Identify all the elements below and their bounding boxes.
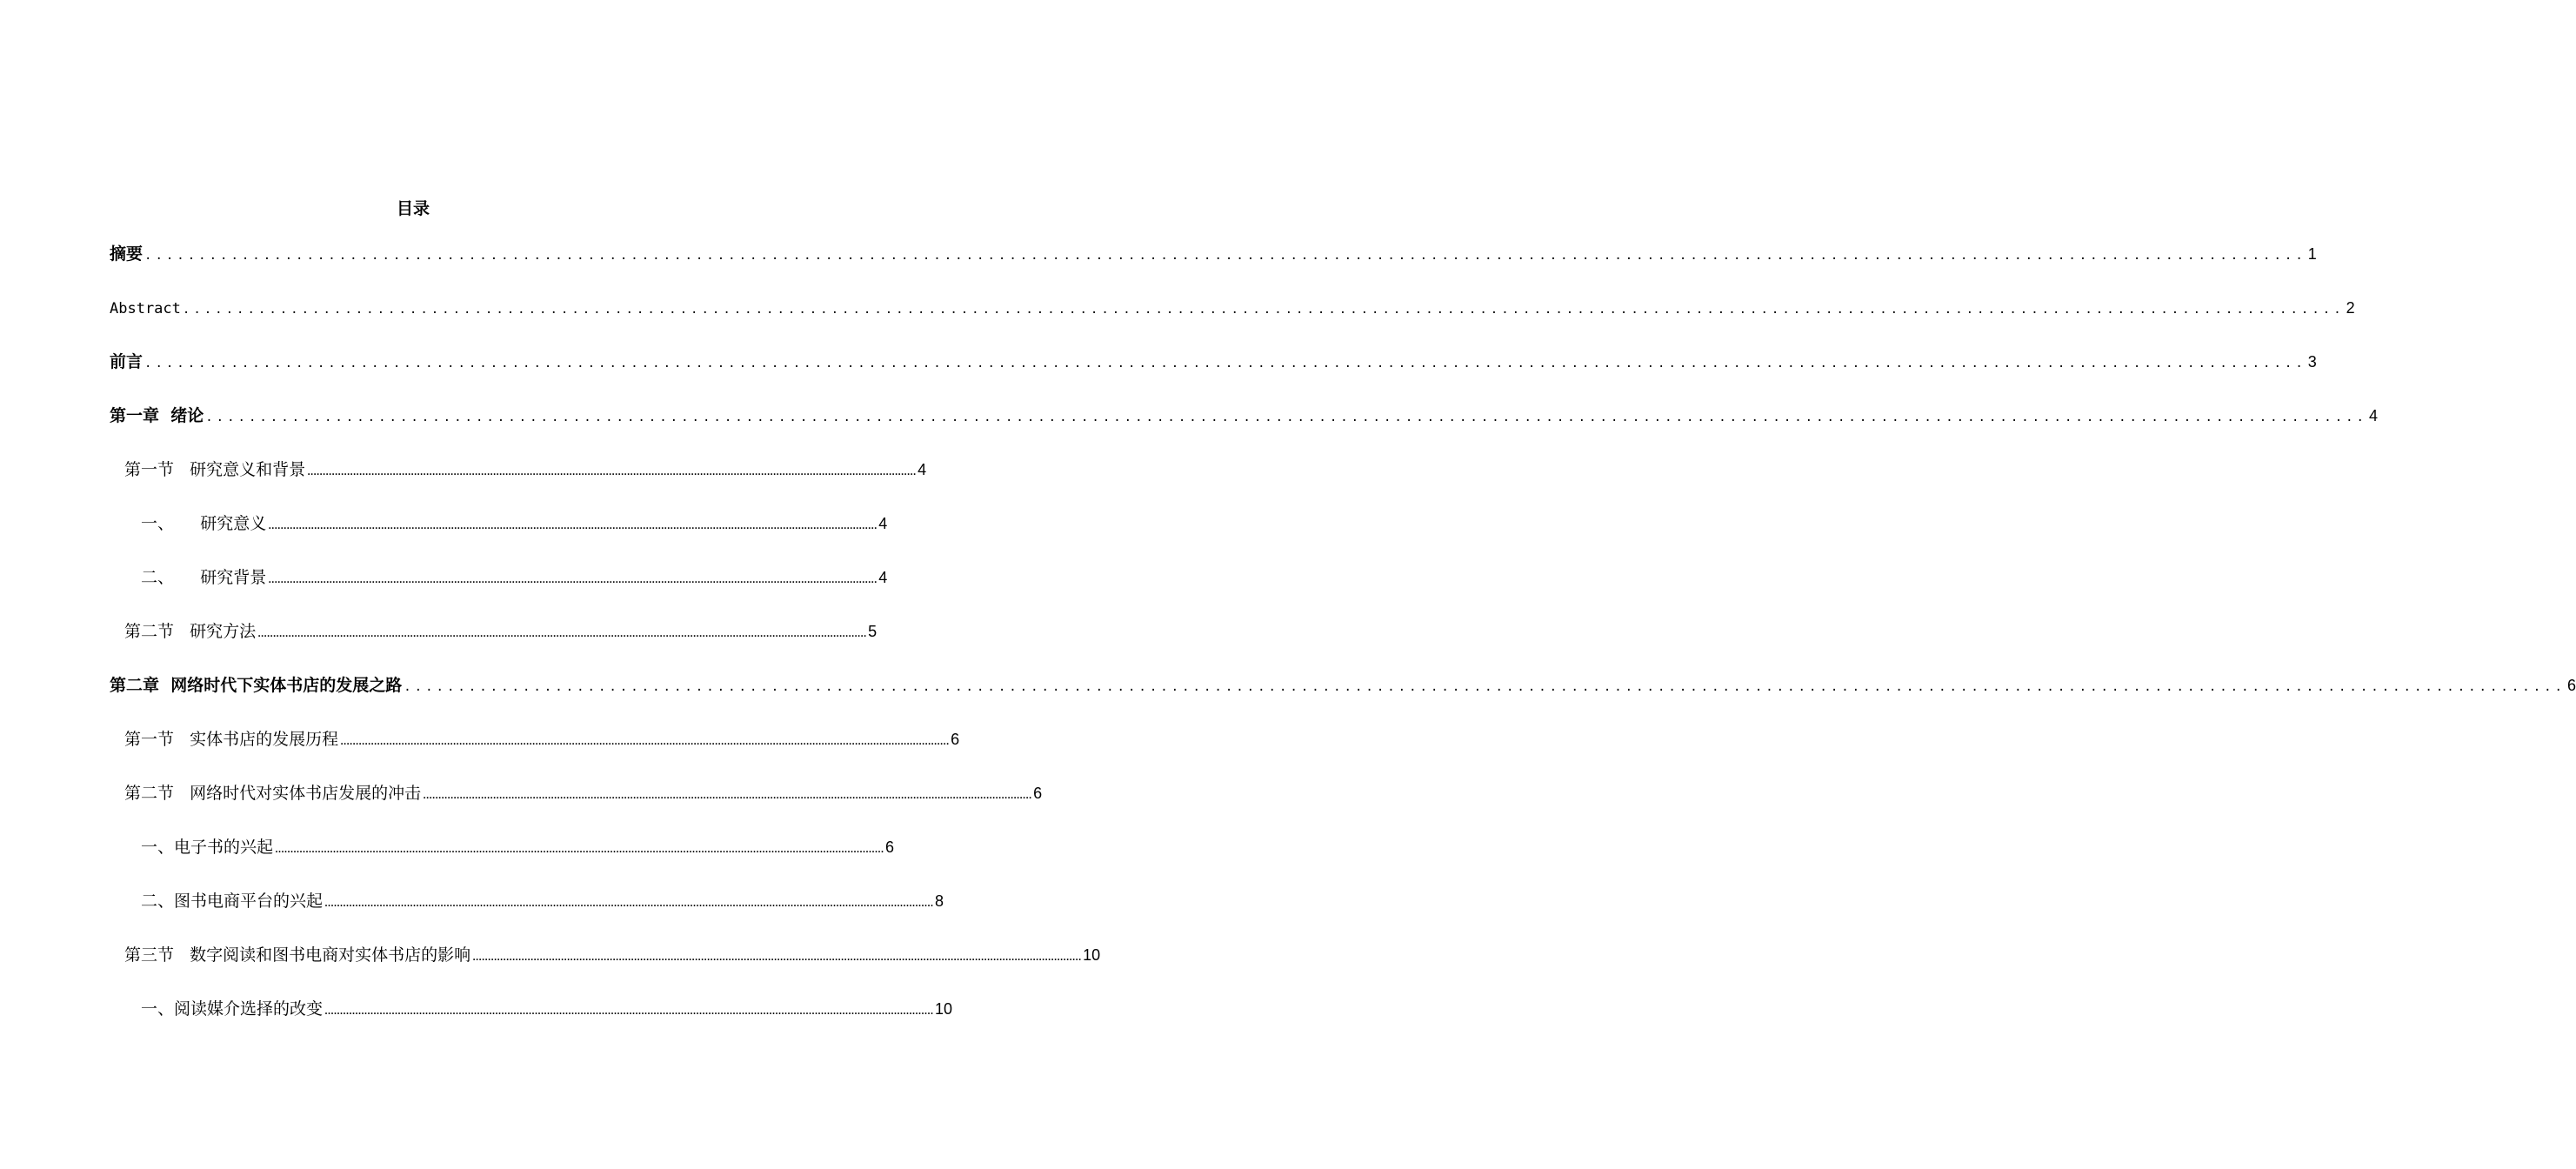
toc-entry[interactable]: [110, 458, 927, 511]
toc-entry-page-number: 10: [1083, 946, 1101, 964]
page-title: 目录: [396, 199, 430, 218]
toc-entry-label: 一、 研究意义: [141, 514, 267, 533]
toc-entry-label: 第一节 实体书店的发展历程: [124, 730, 339, 749]
toc-entry-page-number: 4: [878, 569, 888, 586]
toc-entry-label: 二、 研究背景: [141, 568, 267, 587]
toc-dot-leader: ........................................................................................................................................................................................................: [268, 571, 878, 586]
toc-entry-page-number: 4: [918, 461, 927, 478]
toc-dot-leader: ........................................................................................................................................................................................................: [423, 787, 1032, 802]
toc-entry-page-number: 6: [2566, 677, 2576, 694]
toc-entry[interactable]: [110, 565, 888, 619]
toc-entry-page-number: 6: [951, 731, 960, 748]
toc-entry[interactable]: [110, 889, 944, 943]
toc-entry-label: 一、电子书的兴起: [141, 838, 274, 857]
toc-entry[interactable]: [110, 242, 2317, 296]
toc-entry[interactable]: [110, 619, 878, 673]
toc-dot-leader: ........................................................................................................................................................................................................: [472, 949, 1082, 964]
toc-entry[interactable]: [110, 943, 1101, 997]
toc-entry-page-number: 10: [935, 1000, 953, 1018]
toc-entry-page-number: 2: [2346, 299, 2355, 317]
toc-entry-page-number: 5: [868, 623, 878, 640]
toc-entry-page-number: 1: [2307, 245, 2317, 263]
toc-dot-leader: ........................................................................................................................................................................................................: [340, 733, 950, 748]
toc-dot-leader: ........................................................................................................................................................................................................: [324, 1003, 934, 1018]
toc-entry-page-number: 3: [2307, 353, 2317, 371]
toc-entry-label: 前言: [110, 352, 143, 371]
toc-entry-label: 摘要: [110, 244, 143, 264]
toc-entry[interactable]: [110, 781, 1043, 835]
toc-entry[interactable]: [110, 350, 2317, 404]
toc-dot-leader: ........................................................................................................................................................................................................: [275, 841, 884, 856]
toc-entry[interactable]: [110, 296, 2355, 350]
toc-entry-page-number: 6: [885, 838, 895, 856]
toc-entry-label: Abstract: [110, 300, 181, 317]
table-of-contents: [110, 242, 2576, 1051]
toc-entry-label: 第一章 绪论: [110, 406, 204, 425]
toc-entry-page-number: 4: [878, 515, 888, 532]
toc-entry[interactable]: [110, 997, 953, 1051]
toc-dot-leader: ........................................................................................................................................................................................................: [144, 357, 2306, 371]
toc-entry-label: 一、阅读媒介选择的改变: [141, 999, 324, 1019]
toc-entry[interactable]: [110, 511, 888, 565]
toc-entry[interactable]: [110, 404, 2378, 458]
toc-dot-leader: ........................................................................................................................................................................................................: [307, 464, 917, 478]
toc-entry[interactable]: [110, 727, 960, 781]
toc-entry-label: 二、图书电商平台的兴起: [141, 892, 324, 911]
toc-entry-label: 第二节 研究方法: [124, 622, 257, 641]
toc-dot-leader: ........................................................................................................................................................................................................: [404, 680, 2566, 694]
toc-entry[interactable]: [110, 673, 2576, 727]
toc-dot-leader: ........................................................................................................................................................................................................: [205, 411, 2367, 424]
toc-entry-page-number: 8: [935, 892, 944, 910]
toc-dot-leader: ........................................................................................................................................................................................................: [324, 895, 934, 910]
toc-dot-leader: ........................................................................................................................................................................................................: [182, 303, 2345, 317]
toc-entry-page-number: 6: [1033, 785, 1043, 802]
toc-entry[interactable]: [110, 835, 895, 889]
toc-entry-label: 第二节 网络时代对实体书店发展的冲击: [124, 784, 422, 803]
toc-entry-label: 第二章 网络时代下实体书店的发展之路: [110, 676, 403, 695]
toc-entry-label: 第一节 研究意义和背景: [124, 460, 306, 479]
toc-dot-leader: ........................................................................................................................................................................................................: [144, 249, 2306, 263]
toc-entry-label: 第三节 数字阅读和图书电商对实体书店的影响: [124, 945, 471, 965]
toc-entry-page-number: 4: [2368, 407, 2378, 424]
toc-dot-leader: ........................................................................................................................................................................................................: [257, 625, 867, 640]
toc-dot-leader: ........................................................................................................................................................................................................: [268, 518, 878, 532]
